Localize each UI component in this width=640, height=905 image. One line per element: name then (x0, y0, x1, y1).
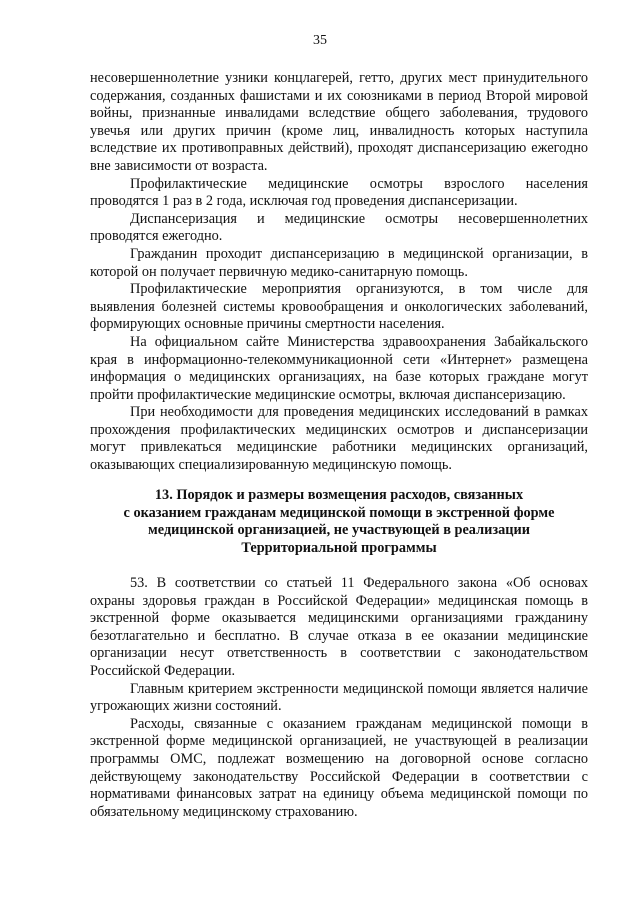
paragraph: Диспансеризация и медицинские осмотры несовершеннолетних проводятся ежегодно. (90, 210, 588, 245)
heading-line: 13. Порядок и размеры возмещения расходов, связанных (154, 487, 524, 503)
heading-line: с оказанием гражданам медицинской помощи в экстренной форме (123, 504, 555, 521)
paragraph: несовершеннолетние узники концлагерей, гетто, других мест принудительного содержания, созданных фашистами и их союзниками в период Второй мировой войны, признанные инвалидами вследствие общего заболевания, трудового увечья или других причин (кроме лиц, инвалидность которых наступила вследствие их противоправных действий), проходят диспансеризацию ежегодно вне зависимости от возраста. (90, 70, 588, 174)
paragraph: Гражданин проходит диспансеризацию в медицинской организации, в которой он получает первичную медико-санитарную помощь. (90, 245, 588, 280)
paragraph: Профилактические мероприятия организуются, в том числе для выявления болезней системы кровообращения и онкологических заболеваний, формирующих основные причины смертности населения. (90, 281, 588, 333)
paragraph: 53. В соответствии со статьей 11 Федерального закона «Об основах охраны здоровья граждан в Российской Федерации» медицинская помощь в экстренной форме оказывается медицинскими организациями гражданину безотлагательно и бесплатно. В случае отказа в ее оказании медицинские организации несут ответственность в соответствии с законодательством Российской Федерации. (90, 575, 588, 679)
paragraph: Профилактические медицинские осмотры взрослого населения проводятся 1 раз в 2 года, исключая год проведения диспансеризации. (90, 175, 588, 210)
paragraph: Главным критерием экстренности медицинской помощи является наличие угрожающих жизни состояний. (90, 680, 588, 715)
paragraph: Расходы, связанные с оказанием гражданам медицинской помощи в экстренной форме медицинской организацией, не участвующей в реализации программы ОМС, подлежат возмещению на договорной основе согласно действующему законодательству Российской Федерации в соответствии с нормативами финансовых затрат на единицу объема медицинской помощи по обязательному медицинскому страхованию. (90, 715, 588, 820)
heading-line: Территориальной программы (241, 539, 437, 556)
heading-line: медицинской организацией, не участвующей в реализации (148, 522, 530, 539)
section-heading (90, 487, 588, 557)
body-text-section-b (90, 575, 588, 821)
paragraph: При необходимости для проведения медицинских исследований в рамках прохождения профилактических медицинских осмотров и диспансеризации могут привлекаться медицинские работники медицинских организаций, оказывающих специализированную медицинскую помощь. (90, 404, 588, 474)
page-number: 35 (313, 33, 327, 48)
body-text-section-a (90, 70, 588, 475)
paragraph: На официальном сайте Министерства здравоохранения Забайкальского края в информационно-телекоммуникационной сети «Интернет» размещена информация о медицинских организациях, на базе которых граждане могут пройти профилактические медицинские осмотры, включая диспансеризацию. (90, 333, 588, 403)
